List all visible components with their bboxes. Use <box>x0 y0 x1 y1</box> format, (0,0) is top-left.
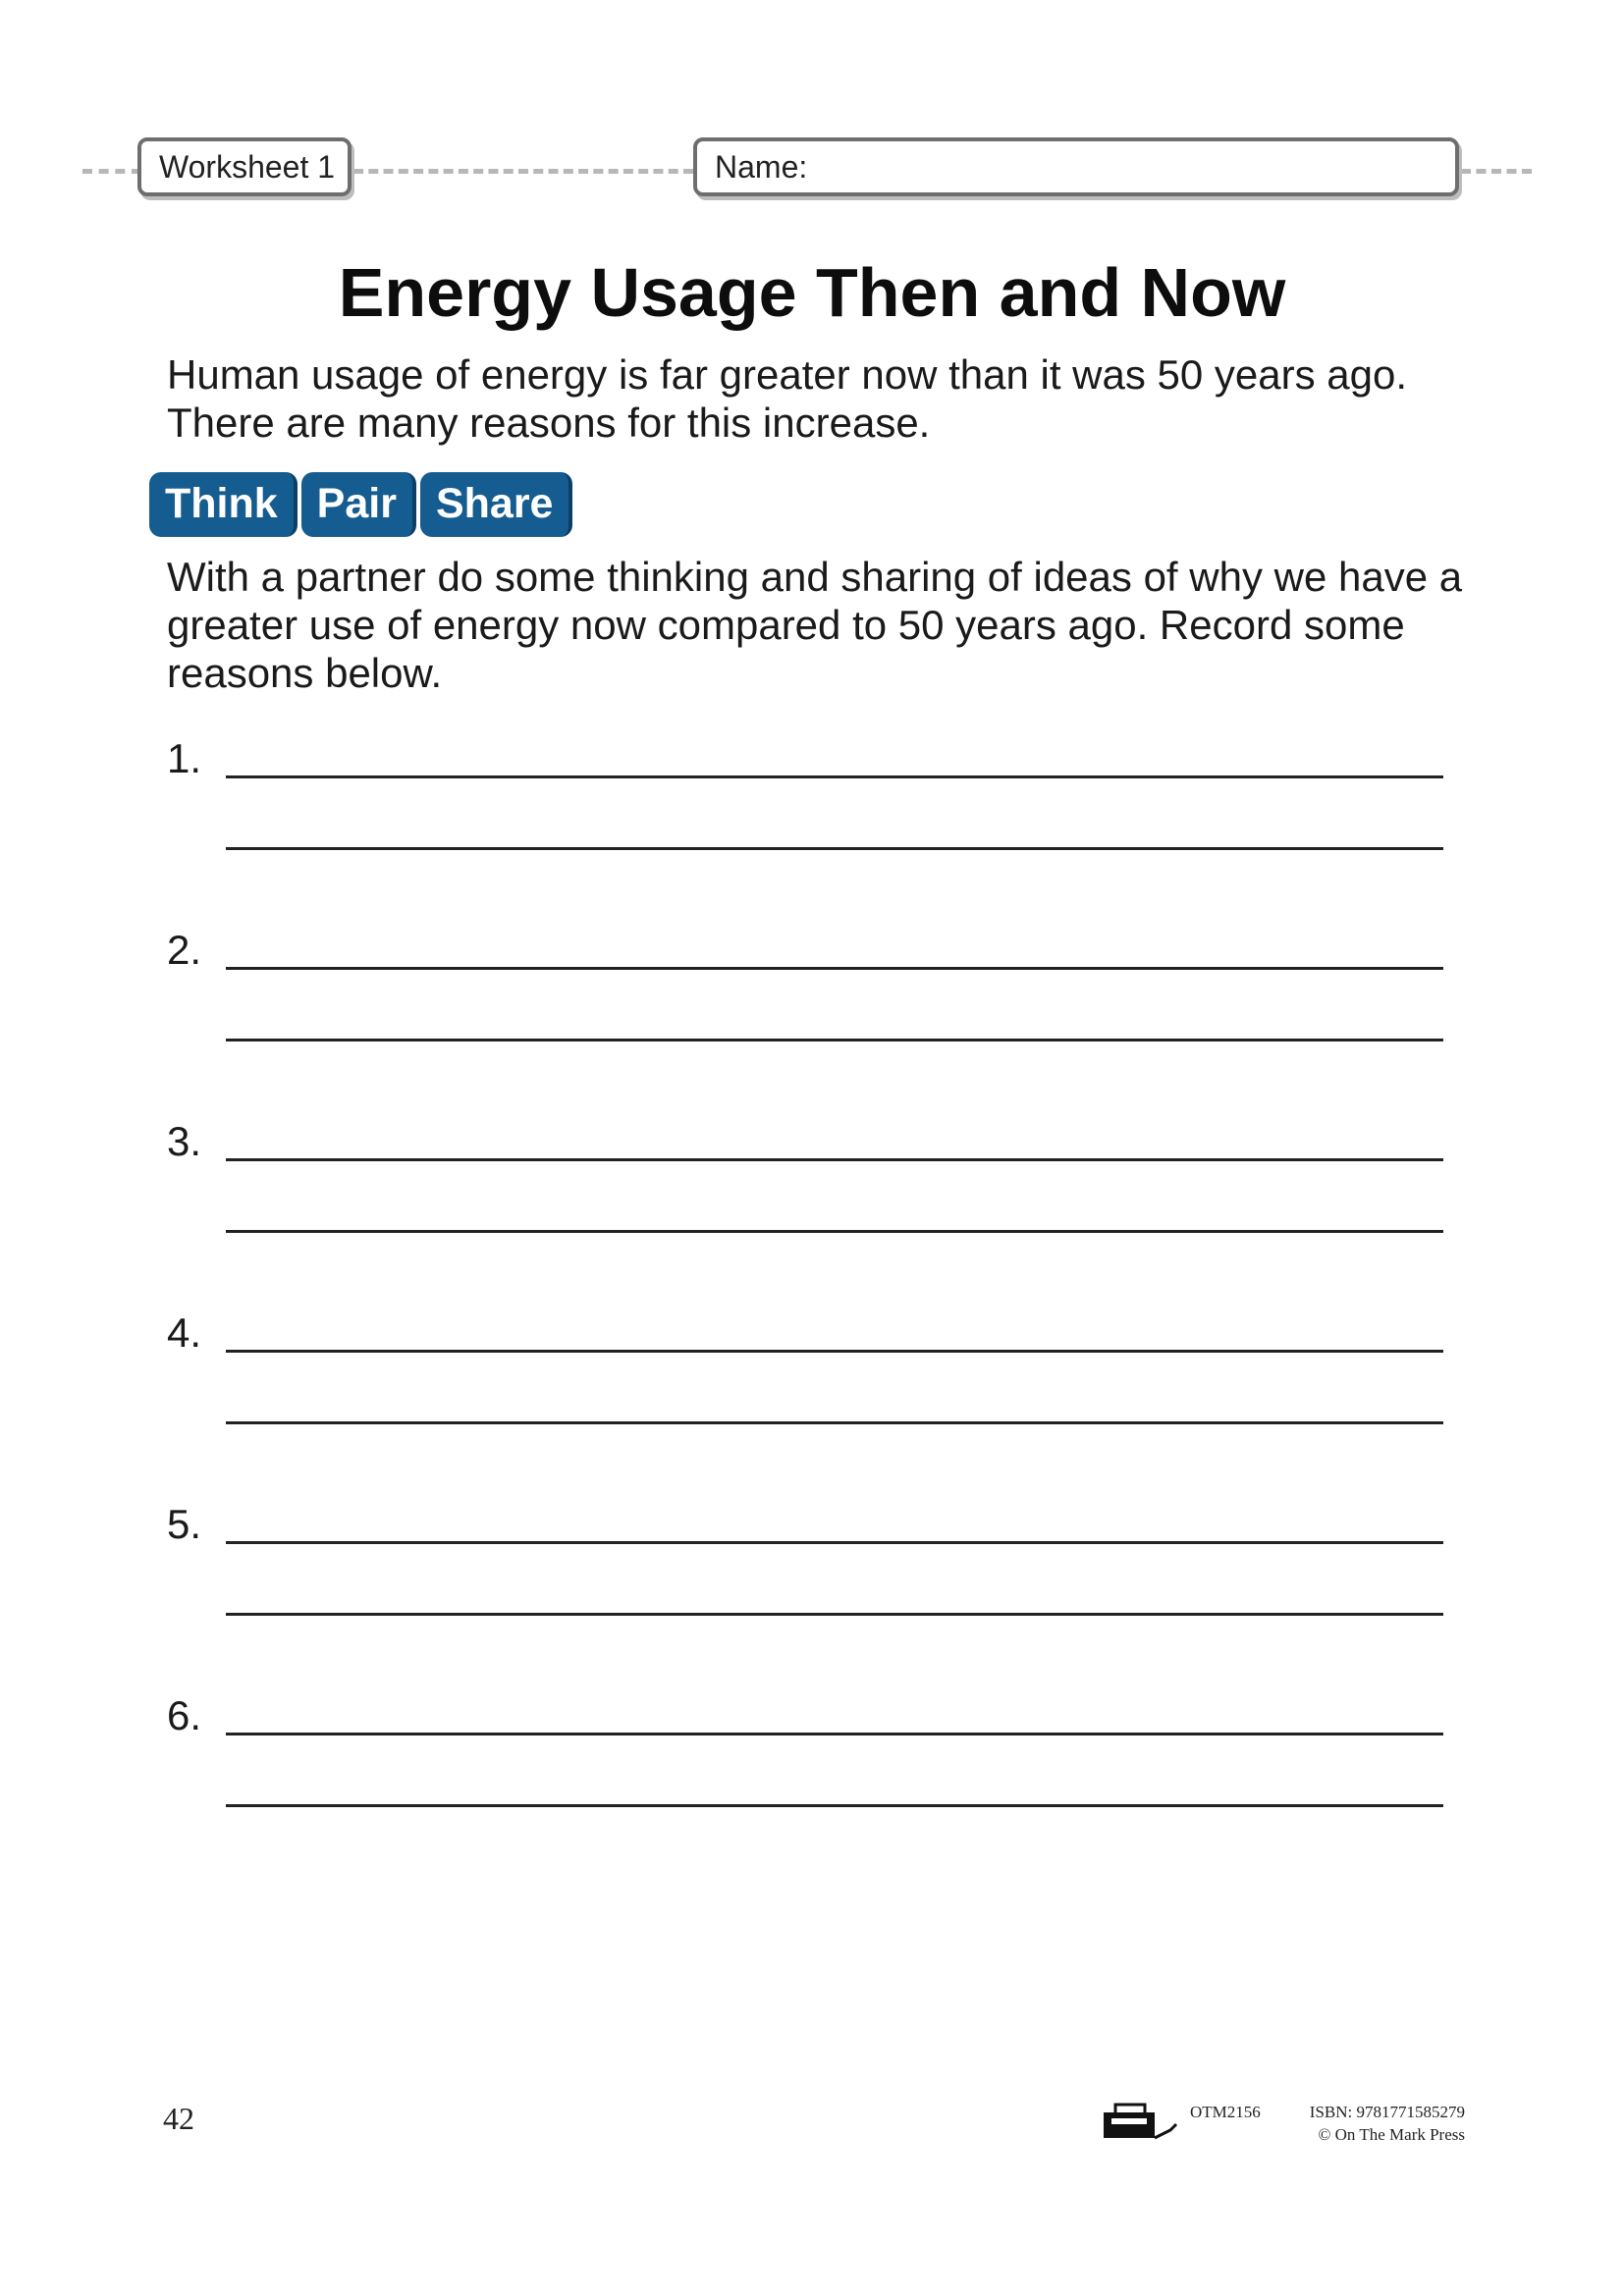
intro-paragraph: Human usage of energy is far greater now than it was 50 years ago. There are many reasons for this increase. <box>167 351 1408 446</box>
answer-line[interactable] <box>226 1421 1443 1424</box>
header-dash-middle <box>353 169 693 174</box>
answer-line[interactable] <box>226 1230 1443 1233</box>
think-tab: Think <box>149 472 298 537</box>
answer-item-5 <box>0 1500 1624 1618</box>
publisher-info <box>1190 2101 1465 2146</box>
think-pair-share-banner <box>149 472 576 537</box>
page-number: 42 <box>163 2101 194 2136</box>
item-number: 6. <box>167 1692 202 1738</box>
answer-line[interactable] <box>226 1039 1443 1041</box>
answer-item-6 <box>0 1691 1624 1809</box>
answer-item-3 <box>0 1117 1624 1235</box>
item-number: 3. <box>167 1118 202 1164</box>
answer-line[interactable] <box>226 1350 1443 1353</box>
pair-tab: Pair <box>301 472 416 537</box>
header-dash-right <box>1461 169 1532 174</box>
name-field[interactable] <box>693 137 1459 196</box>
answer-item-2 <box>0 926 1624 1043</box>
item-number: 1. <box>167 735 202 781</box>
item-number: 2. <box>167 927 202 973</box>
worksheet-label: Worksheet 1 <box>159 149 336 185</box>
instructions-paragraph: With a partner do some thinking and sharing of ideas of why we have a greater use of energy now compared to 50 years ago. Record some reasons below. <box>167 554 1463 696</box>
share-tab: Share <box>420 472 573 537</box>
answer-item-4 <box>0 1308 1624 1426</box>
copyright: © On The Mark Press <box>1318 2125 1465 2144</box>
answer-line[interactable] <box>226 847 1443 850</box>
publisher-logo-icon <box>1102 2101 1180 2142</box>
answer-line[interactable] <box>226 1158 1443 1161</box>
item-number: 4. <box>167 1309 202 1356</box>
item-number: 5. <box>167 1501 202 1547</box>
answer-line[interactable] <box>226 1613 1443 1616</box>
answer-line[interactable] <box>226 1541 1443 1544</box>
page-title: Energy Usage Then and Now <box>338 254 1286 331</box>
name-label: Name: <box>715 149 808 185</box>
answer-line[interactable] <box>226 775 1443 778</box>
answer-item-1 <box>0 734 1624 852</box>
isbn: ISBN: 9781771585279 <box>1309 2103 1465 2121</box>
answer-line[interactable] <box>226 1733 1443 1735</box>
header-dash-left <box>82 169 141 174</box>
worksheet-label-box <box>137 137 352 196</box>
product-code: OTM2156 <box>1190 2103 1261 2121</box>
answer-line[interactable] <box>226 1804 1443 1807</box>
answer-line[interactable] <box>226 967 1443 970</box>
